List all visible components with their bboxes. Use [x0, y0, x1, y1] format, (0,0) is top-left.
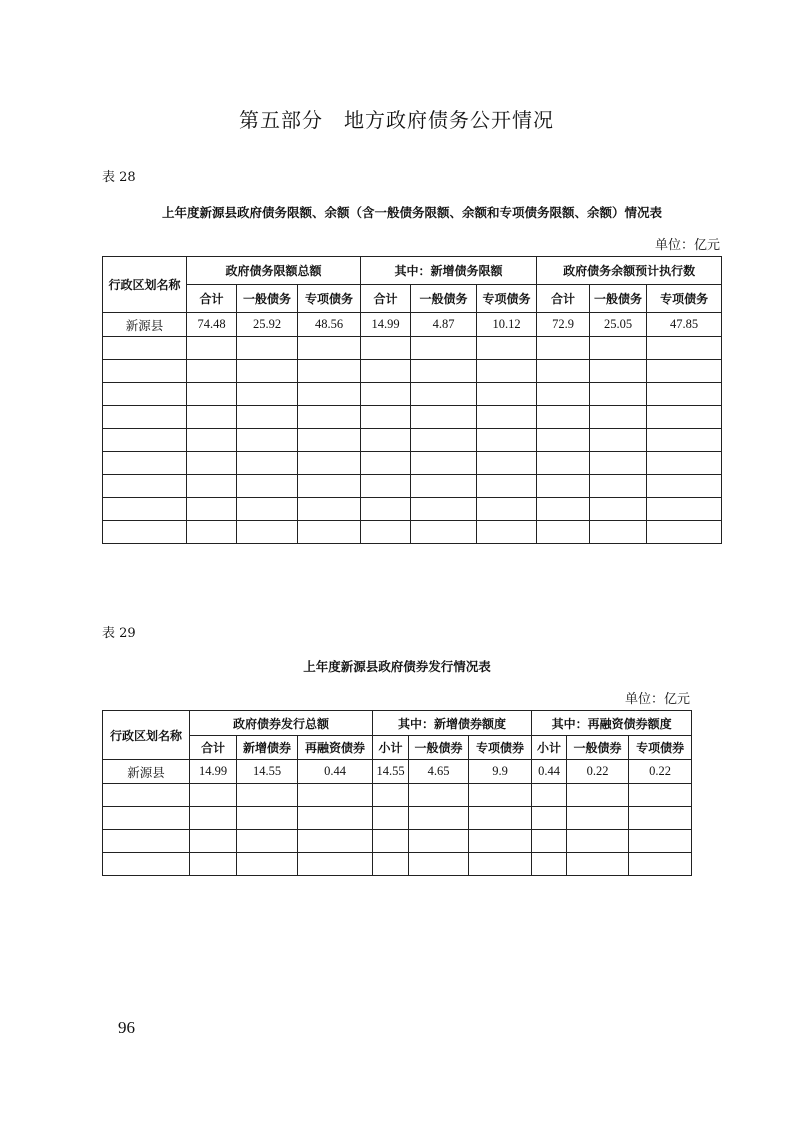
- table-28-unit: 单位：亿元: [654, 238, 720, 253]
- subheader-cell: 小计: [532, 736, 567, 760]
- subheader-cell: 合计: [187, 285, 237, 313]
- value-cell: 25.05: [590, 313, 647, 337]
- value-cell: 4.87: [411, 313, 477, 337]
- subheader-cell: 再融资债券: [298, 736, 373, 760]
- empty-row: [103, 360, 722, 383]
- value-cell: 25.92: [237, 313, 298, 337]
- header-region: 行政区划名称: [103, 711, 190, 760]
- subheader-cell: 专项债务: [647, 285, 722, 313]
- table-row: [103, 760, 692, 784]
- header-group-refinance-bonds: 其中：再融资债券额度: [532, 711, 692, 736]
- empty-row: [103, 383, 722, 406]
- empty-row: [103, 521, 722, 544]
- subheader-cell: 小计: [373, 736, 409, 760]
- header-group-new-bonds: 其中：新增债券额度: [373, 711, 532, 736]
- region-name-cell: 新源县: [103, 313, 187, 337]
- subheader-cell: 一般债务: [411, 285, 477, 313]
- subheader-cell: 一般债务: [590, 285, 647, 313]
- value-cell: 4.65: [409, 760, 469, 784]
- empty-row: [103, 337, 722, 360]
- empty-row: [103, 406, 722, 429]
- page-number: 96: [118, 1018, 135, 1037]
- table-row: [103, 313, 722, 337]
- empty-row: [103, 452, 722, 475]
- value-cell: 14.99: [361, 313, 411, 337]
- subheader-cell: 专项债务: [477, 285, 537, 313]
- header-group-issue-total: 政府债券发行总额: [190, 711, 373, 736]
- empty-row: [103, 830, 692, 853]
- value-cell: 47.85: [647, 313, 722, 337]
- table-28-number: 表 28: [102, 170, 136, 185]
- subheader-cell: 一般债务: [237, 285, 298, 313]
- subheader-cell: 专项债券: [629, 736, 692, 760]
- value-cell: 0.22: [629, 760, 692, 784]
- subheader-cell: 专项债券: [469, 736, 532, 760]
- empty-row: [103, 475, 722, 498]
- value-cell: 74.48: [187, 313, 237, 337]
- table-29-unit: 单位：亿元: [624, 692, 690, 707]
- value-cell: 14.55: [237, 760, 298, 784]
- empty-row: [103, 807, 692, 830]
- header-region: 行政区划名称: [103, 257, 187, 313]
- value-cell: 0.44: [298, 760, 373, 784]
- subheader-cell: 新增债券: [237, 736, 298, 760]
- value-cell: 72.9: [537, 313, 590, 337]
- subheader-cell: 一般债券: [567, 736, 629, 760]
- subheader-cell: 专项债务: [298, 285, 361, 313]
- subheader-cell: 合计: [537, 285, 590, 313]
- page-title: 第五部分 地方政府债务公开情况: [239, 108, 554, 132]
- value-cell: 14.99: [190, 760, 237, 784]
- empty-row: [103, 784, 692, 807]
- header-group-new-limit: 其中：新增债务限额: [361, 257, 537, 285]
- value-cell: 10.12: [477, 313, 537, 337]
- empty-row: [103, 853, 692, 876]
- header-group-limit-total: 政府债务限额总额: [187, 257, 361, 285]
- header-group-balance: 政府债务余额预计执行数: [537, 257, 722, 285]
- subheader-cell: 合计: [361, 285, 411, 313]
- value-cell: 0.22: [567, 760, 629, 784]
- value-cell: 14.55: [373, 760, 409, 784]
- value-cell: 48.56: [298, 313, 361, 337]
- value-cell: 9.9: [469, 760, 532, 784]
- subheader-cell: 合计: [190, 736, 237, 760]
- value-cell: 0.44: [532, 760, 567, 784]
- subheader-cell: 一般债券: [409, 736, 469, 760]
- table-28-caption: 上年度新源县政府债务限额、余额（含一般债务限额、余额和专项债务限额、余额）情况表: [161, 205, 662, 220]
- table-29-caption: 上年度新源县政府债券发行情况表: [303, 659, 491, 674]
- region-name-cell: 新源县: [103, 760, 190, 784]
- table-29-number: 表 29: [102, 626, 136, 641]
- table-29: [102, 710, 692, 876]
- empty-row: [103, 429, 722, 452]
- table-28: [102, 256, 722, 544]
- empty-row: [103, 498, 722, 521]
